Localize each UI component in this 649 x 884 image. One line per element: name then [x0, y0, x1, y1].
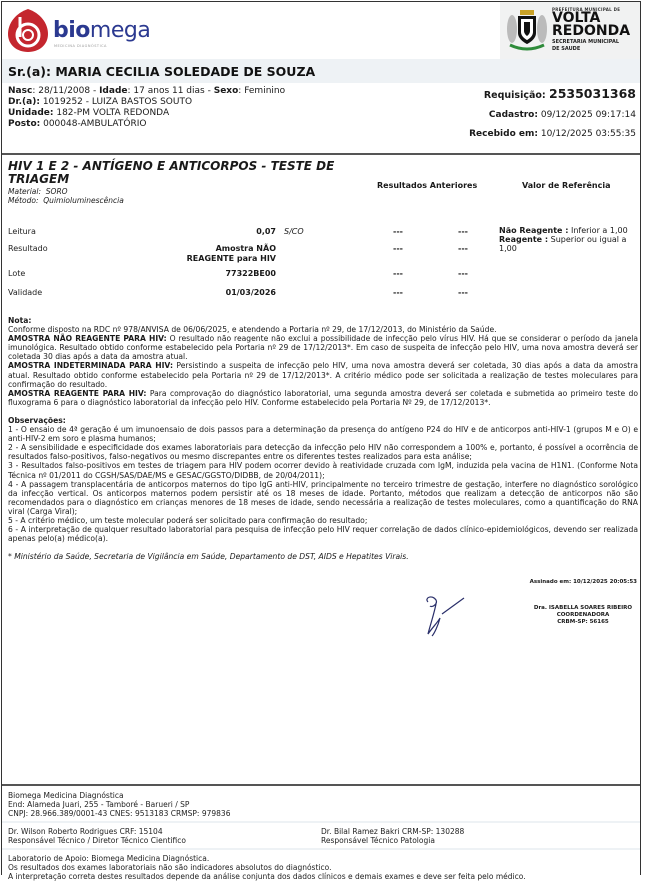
observation-item: 1 - O ensaio de 4ª geração é um imunoensaio de dois passos para a determinação da presença do antígeno P24 do HIV e de anticorpos anti-HIV-1 (grupos M e O) e anti-HIV-2 em soro e plasma humanos; [8, 425, 638, 444]
note-r-text: Para comprovação do diagnóstico laboratorial, uma segunda amostra deverá ser coletada e submetida ao primeiro teste do fluxograma 6 para o diagnóstico laboratorial da infecção pelo HIV. Conforme estabelecido pela Portaria Nº 29, de 17/12/2013*. [8, 388, 638, 407]
material-label: Material: [8, 187, 41, 196]
row-previous-1: --- [393, 288, 403, 297]
footer-ids: CNPJ: 28.966.389/0001-43 CNES: 9513183 CRMSP: 979836 [8, 809, 231, 818]
volta-redonda-logo [500, 2, 640, 59]
patient-name [8, 64, 315, 79]
cadastro-value: 09/12/2025 09:17:14 [540, 110, 636, 120]
responsible-1-name: Dr. Wilson Roberto Rodrigues CRF: 15104 [8, 827, 163, 836]
signer-registry: CRBM-SP: 56165 [557, 619, 609, 625]
patient-info [8, 86, 285, 130]
city-prefix: PREFEITURA MUNICIPAL DE [552, 7, 621, 12]
row-value: 77322BE00 [225, 269, 276, 278]
note-nr-text: O resultado não reagente não exclui a possibilidade de infecção pelo vírus HIV. Há que se considerar o período da janela imunológica. Resultado obtido conforme estabelecido pela Portaria nº 29 de 17/12/2013*. Em caso de suspeita de infecção pelo HIV, uma nova amostra deverá ser coletada 30 dias após a data da amostra atual. [8, 334, 639, 362]
responsible-1-role: Responsável Técnico / Diretor Técnico Cientifico [8, 836, 186, 845]
posto-value: 000048-AMBULATÓRIO [43, 119, 147, 129]
row-label: Leitura [8, 227, 36, 236]
section-divider [2, 153, 640, 155]
idade-label: Idade [99, 86, 128, 96]
note-reactive [8, 389, 638, 407]
note-r-title: AMOSTRA REAGENTE PARA HIV: [8, 388, 147, 398]
city-dept-line2: DE SAUDE [552, 46, 581, 52]
patient-name-value: MARIA CECILIA SOLEDADE DE SOUZA [55, 64, 316, 79]
unidade-line [8, 108, 285, 119]
disclaimer-1: Os resultados dos exames laboratoriais não são indicadores absolutos do diagnóstico. [8, 863, 332, 872]
row-previous-2: --- [458, 227, 468, 236]
city-name-line1: VOLTA [552, 10, 601, 26]
nasc-value: 28/11/2008 [38, 86, 91, 96]
note-indeterminate [8, 361, 638, 388]
requisicao-line [469, 86, 636, 101]
biomega-tagline: MEDICINA DIAGNÓSTICA [54, 44, 107, 48]
patient-demographics: Nasc: 28/11/2008 - Idade: 17 anos 11 dias - Sexo: Feminino [8, 86, 286, 96]
row-value-line1: Amostra NÃO [215, 244, 276, 253]
row-value-line2: REAGENTE para HIV [186, 253, 276, 263]
observation-item: 5 - A critério médico, um teste molecular poderá ser solicitado para confirmação do resultado; [8, 515, 368, 525]
recebido-value: 10/12/2025 03:55:35 [540, 129, 636, 139]
row-unit: S/CO [284, 227, 304, 236]
notes-section [8, 316, 638, 561]
footer-company [2, 787, 640, 823]
city-crest-icon [506, 7, 548, 53]
row-previous-1: --- [393, 227, 403, 236]
metodo-value: Quimioluminescência [43, 195, 124, 205]
note-ind-title: AMOSTRA INDETERMINADA PARA HIV: [8, 361, 173, 371]
sexo-value: Feminino [244, 86, 286, 96]
reference-non-reactive [499, 226, 635, 235]
city-name-line2: REDONDA [552, 23, 631, 39]
cadastro-label: Cadastro: [488, 110, 538, 120]
responsible-2-role: Responsável Técnico Patologia [321, 836, 435, 845]
support-lab: Laboratorio de Apoio: Biomega Medicina Diagnóstica. [8, 854, 210, 863]
row-previous-2: --- [458, 269, 468, 278]
note-nr-title: AMOSTRA NÃO REAGENTE PARA HIV: [8, 334, 167, 344]
observation-item: 4 - A passagem transplacentária de anticorpos maternos do tipo IgG anti-HIV, principalmente no terceiro trimestre de gestação, interfere no diagnóstico sorológico da infecção vertical. Os anticorpos maternos podem persistir até os 18 meses de idade. Portanto, métodos que realizam a detecção de anticorpos não são recomendados para o diagnóstico em crianças menores de 18 meses de idade, sendo necessária a realização de testes moleculares, como a quantificação do RNA viral (Carga Viral); [8, 479, 638, 516]
idade-value: 17 anos 11 dias [133, 86, 205, 96]
nasc-label: Nasc [8, 86, 33, 96]
exam-meta [8, 188, 124, 205]
metodo-label: Método: [8, 195, 39, 205]
footer-disclaimers [2, 850, 640, 884]
signed-at: Assinado em: 10/12/2025 20:05:53 [529, 579, 637, 585]
reference-r-value: Superior ou igual a 1,00 [499, 235, 627, 253]
reference-r-label: Reagente : [499, 235, 549, 244]
row-label: Resultado [8, 244, 48, 253]
disclaimer-2: A interpretação correta destes resultados depende da análise conjunta dos dados clínicos e demais exames e deve ser feita pelo médico. [8, 872, 526, 881]
unidade-value: 182-PM VOLTA REDONDA [56, 108, 170, 118]
note-ind-text: Persistindo a suspeita de infecção pelo HIV, uma nova amostra deverá ser coletada, 30 dias após a data da amostra atual. Resultado obtido conforme estabelecido pela Portaria nº 29 de 17/12/2013*. A critério médico pode ser solicitada a realização de testes moleculares para confirmação do resultado. [8, 361, 638, 389]
observation-item: 6 - A interpretação de qualquer resultado laboratorial para pesquisa de infecção pelo HIV requer correlação de dados clínico-epidemiológicos, devendo ser realizada apenas pelo(a) médico(a). [8, 525, 638, 544]
signer-name: Dra. ISABELLA SOARES RIBEIRO [533, 605, 633, 611]
observation-item: 3 - Resultados falso-positivos em testes de triagem para HIV podem ocorrer devido à reatividade cruzada com IgM, induzida pela vacina de H1N1. (Conforme Nota Técnica nº 01/2011 do CGSH/SAS/DAE/MS e GESAC/GGSTO/DIDBB, de 20/04/2011); [8, 461, 638, 480]
row-previous-1: --- [393, 244, 403, 253]
note-non-reactive [8, 334, 638, 361]
unidade-label: Unidade: [8, 108, 54, 118]
recebido-label: Recebido em: [469, 129, 538, 139]
posto-label: Posto: [8, 119, 41, 129]
signature-icon [418, 592, 468, 638]
row-value: 01/03/2026 [225, 288, 276, 297]
previous-results-header: Resultados Anteriores [377, 181, 478, 190]
biomega-wordmark: biomega [53, 18, 151, 43]
row-previous-2: --- [458, 244, 468, 253]
report-header [2, 2, 640, 59]
exam-title: HIV 1 E 2 - ANTÍGENO E ANTICORPOS - TESTE DE TRIAGEM [8, 159, 335, 186]
footer-divider [2, 784, 640, 786]
signer-role: COORDENADORA [556, 612, 610, 618]
cadastro-line [469, 110, 636, 120]
requisicao-label: Requisição: [483, 90, 546, 101]
row-label: Validade [8, 288, 43, 297]
reference-nr-label: Não Reagente : [499, 226, 569, 235]
row-label: Lote [8, 269, 26, 278]
patient-name-bar [2, 59, 640, 83]
request-info [469, 86, 636, 139]
footer-address: End: Alameda Juari, 255 - Tamboré - Barueri / SP [8, 800, 190, 809]
biomega-logo [6, 7, 156, 53]
requisicao-number: 2535031368 [549, 86, 636, 101]
responsible-2-name: Dr. Bilal Ramez Bakri CRM-SP: 130288 [321, 827, 465, 836]
recebido-line [469, 129, 636, 139]
footer-responsibles [2, 823, 640, 850]
footer-company-name: Biomega Medicina Diagnóstica [8, 791, 124, 800]
observations-title: Observações: [8, 415, 66, 425]
doctor-line [8, 97, 285, 108]
sexo-label: Sexo [213, 86, 239, 96]
reference-reactive [499, 235, 635, 253]
responsible-1 [8, 827, 321, 845]
source-citation: * Ministério da Saúde, Secretaria de Vigilância em Saúde, Departamento de DST, AIDS e Hepatites Virais. [8, 552, 409, 562]
reference-nr-value: Inferior a 1,00 [571, 226, 628, 235]
doctor-label: Dr.(a): [8, 97, 40, 107]
city-dept-line1: SECRETARIA MUNICIPAL [552, 39, 620, 45]
row-value [187, 244, 276, 263]
row-previous-2: --- [458, 288, 468, 297]
observation-item: 2 - A sensibilidade e especificidade dos exames laboratoriais para detecção da infecção pelo HIV não correspondem a 100% e, portanto, é possível a ocorrência de resultados falso-positivos, falso-negativos ou mesmo discrepantes entre os diferentes testes realizados para esta análise; [8, 443, 638, 462]
signer-block [524, 605, 642, 626]
nota-title: Nota: [8, 316, 32, 325]
patient-name-label: Sr.(a): [8, 64, 51, 79]
posto-line [8, 119, 285, 130]
row-previous-1: --- [393, 269, 403, 278]
doctor-value: 1019252 - LUIZA BASTOS SOUTO [42, 97, 193, 107]
reference-header: Valor de Referência [522, 181, 611, 190]
row-value: 0,07 [256, 227, 276, 236]
reference-values [499, 226, 635, 253]
report-page [1, 1, 641, 881]
metodo-line [8, 197, 124, 206]
report-footer [2, 787, 640, 884]
material-value: SORO [45, 187, 68, 196]
responsible-2 [321, 827, 634, 845]
nota-intro: Conforme disposto na RDC nº 978/ANVISA de 06/06/2025, e atendendo a Portaria nº 29, de 17/12/2013, do Ministério da Saúde. [8, 325, 497, 335]
